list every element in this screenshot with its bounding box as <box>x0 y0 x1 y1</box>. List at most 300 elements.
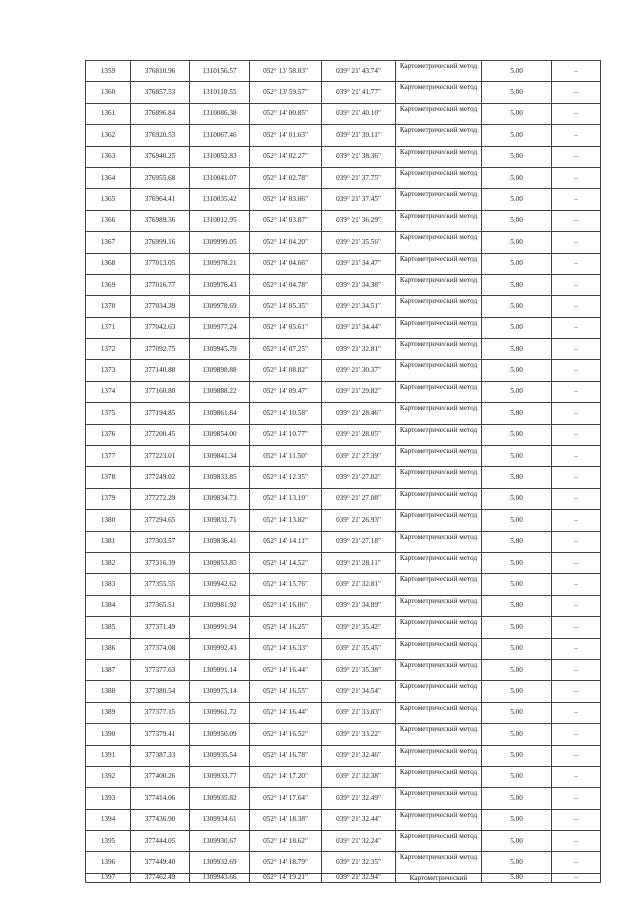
point-number-cell: 1373 <box>86 360 131 381</box>
y-coordinate-cell: 1309945.79 <box>190 339 250 360</box>
y-coordinate-cell: 1309943.66 <box>190 873 250 883</box>
x-coordinate-cell: 376964.41 <box>131 189 190 210</box>
x-coordinate-cell: 377013.05 <box>131 253 190 274</box>
note-cell: – <box>552 809 601 830</box>
accuracy-cell: 5.00 <box>482 424 552 445</box>
note-cell: – <box>552 681 601 702</box>
longitude-cell: 039° 21' 34.44" <box>322 317 396 338</box>
y-coordinate-cell: 1309950.09 <box>190 724 250 745</box>
y-coordinate-cell: 1309836.41 <box>190 531 250 552</box>
x-coordinate-cell: 377380.54 <box>131 681 190 702</box>
x-coordinate-cell: 377092.75 <box>131 339 190 360</box>
table-row <box>86 189 601 210</box>
point-number-cell: 1395 <box>86 831 131 852</box>
point-number-cell: 1362 <box>86 125 131 146</box>
y-coordinate-cell: 1310052.83 <box>190 146 250 167</box>
latitude-cell: 052° 14' 03.87" <box>250 210 322 231</box>
determination-method-cell: Картометрический метод <box>396 702 482 723</box>
x-coordinate-cell: 377034.39 <box>131 296 190 317</box>
table-row <box>86 253 601 274</box>
longitude-cell: 039° 21' 33.83" <box>322 702 396 723</box>
y-coordinate-cell: 1309831.71 <box>190 510 250 531</box>
longitude-cell: 039° 21' 28.05" <box>322 424 396 445</box>
y-coordinate-cell: 1310012.95 <box>190 210 250 231</box>
accuracy-cell: 5.00 <box>482 467 552 488</box>
determination-method-cell: Картометрический метод <box>396 339 482 360</box>
x-coordinate-cell: 377365.51 <box>131 595 190 616</box>
longitude-cell: 039° 21' 26.93" <box>322 510 396 531</box>
y-coordinate-cell: 1310156.57 <box>190 61 250 82</box>
coordinates-table-body <box>86 61 601 883</box>
x-coordinate-cell: 377444.05 <box>131 831 190 852</box>
point-number-cell: 1378 <box>86 467 131 488</box>
note-cell: – <box>552 274 601 295</box>
accuracy-cell: 5.00 <box>482 103 552 124</box>
x-coordinate-cell: 377316.39 <box>131 552 190 573</box>
note-cell: – <box>552 488 601 509</box>
accuracy-cell: 5.00 <box>482 809 552 830</box>
determination-method-cell: Картометрический метод <box>396 638 482 659</box>
accuracy-cell: 5.00 <box>482 61 552 82</box>
x-coordinate-cell: 377400.26 <box>131 766 190 787</box>
point-number-cell: 1386 <box>86 638 131 659</box>
longitude-cell: 039° 21' 32.81" <box>322 339 396 360</box>
accuracy-cell: 5.00 <box>482 531 552 552</box>
y-coordinate-cell: 1309935.54 <box>190 745 250 766</box>
table-row <box>86 831 601 852</box>
table-row <box>86 873 601 883</box>
x-coordinate-cell: 377249.02 <box>131 467 190 488</box>
determination-method-cell: Картометрический метод <box>396 446 482 467</box>
table-row <box>86 403 601 424</box>
x-coordinate-cell: 377387.33 <box>131 745 190 766</box>
longitude-cell: 039° 21' 33.22" <box>322 724 396 745</box>
point-number-cell: 1387 <box>86 659 131 680</box>
note-cell: – <box>552 381 601 402</box>
point-number-cell: 1377 <box>86 446 131 467</box>
latitude-cell: 052° 14' 05.35" <box>250 296 322 317</box>
x-coordinate-cell: 377371.49 <box>131 617 190 638</box>
latitude-cell: 052° 14' 16.06" <box>250 595 322 616</box>
point-number-cell: 1390 <box>86 724 131 745</box>
point-number-cell: 1371 <box>86 317 131 338</box>
table-row <box>86 488 601 509</box>
table-row <box>86 446 601 467</box>
y-coordinate-cell: 1309833.85 <box>190 467 250 488</box>
x-coordinate-cell: 376857.53 <box>131 82 190 103</box>
y-coordinate-cell: 1309933.77 <box>190 766 250 787</box>
note-cell: – <box>552 510 601 531</box>
table-row <box>86 766 601 787</box>
latitude-cell: 052° 14' 10.77" <box>250 424 322 445</box>
note-cell: – <box>552 617 601 638</box>
latitude-cell: 052° 14' 14.52" <box>250 552 322 573</box>
x-coordinate-cell: 376989.36 <box>131 210 190 231</box>
y-coordinate-cell: 1310041.07 <box>190 167 250 188</box>
table-row <box>86 574 601 595</box>
table-row <box>86 360 601 381</box>
x-coordinate-cell: 377223.01 <box>131 446 190 467</box>
longitude-cell: 039° 21' 34.51" <box>322 296 396 317</box>
determination-method-cell: Картометрический метод <box>396 488 482 509</box>
determination-method-cell: Картометрический метод <box>396 210 482 231</box>
latitude-cell: 052° 14' 13.10" <box>250 488 322 509</box>
table-row <box>86 274 601 295</box>
y-coordinate-cell: 1309961.72 <box>190 702 250 723</box>
note-cell: – <box>552 210 601 231</box>
determination-method-cell: Картометрический метод <box>396 809 482 830</box>
note-cell: – <box>552 189 601 210</box>
note-cell: – <box>552 467 601 488</box>
point-number-cell: 1370 <box>86 296 131 317</box>
longitude-cell: 039° 21' 35.38" <box>322 659 396 680</box>
latitude-cell: 052° 14' 05.61" <box>250 317 322 338</box>
point-number-cell: 1376 <box>86 424 131 445</box>
point-number-cell: 1360 <box>86 82 131 103</box>
table-row <box>86 617 601 638</box>
point-number-cell: 1379 <box>86 488 131 509</box>
longitude-cell: 039° 21' 34.38" <box>322 274 396 295</box>
accuracy-cell: 5.00 <box>482 510 552 531</box>
y-coordinate-cell: 1309854.00 <box>190 424 250 445</box>
accuracy-cell: 5.00 <box>482 724 552 745</box>
longitude-cell: 039° 21' 41.77" <box>322 82 396 103</box>
note-cell: – <box>552 317 601 338</box>
latitude-cell: 052° 14' 04.66" <box>250 253 322 274</box>
point-number-cell: 1374 <box>86 381 131 402</box>
latitude-cell: 052° 14' 11.50" <box>250 446 322 467</box>
determination-method-cell: Картометрический метод <box>396 167 482 188</box>
latitude-cell: 052° 14' 16.25" <box>250 617 322 638</box>
determination-method-cell: Картометрический метод <box>396 360 482 381</box>
y-coordinate-cell: 1309992.43 <box>190 638 250 659</box>
table-row <box>86 531 601 552</box>
point-number-cell: 1375 <box>86 403 131 424</box>
x-coordinate-cell: 377374.08 <box>131 638 190 659</box>
y-coordinate-cell: 1309991.94 <box>190 617 250 638</box>
latitude-cell: 052° 14' 08.82" <box>250 360 322 381</box>
longitude-cell: 039° 21' 32.94" <box>322 873 396 883</box>
note-cell: – <box>552 595 601 616</box>
note-cell: – <box>552 724 601 745</box>
longitude-cell: 039° 21' 39.11" <box>322 125 396 146</box>
accuracy-cell: 5.00 <box>482 638 552 659</box>
latitude-cell: 052° 14' 02.78" <box>250 167 322 188</box>
note-cell: – <box>552 659 601 680</box>
accuracy-cell: 5.00 <box>482 852 552 873</box>
accuracy-cell: 5.00 <box>482 766 552 787</box>
table-row <box>86 510 601 531</box>
determination-method-cell: Картометрический метод <box>396 274 482 295</box>
point-number-cell: 1380 <box>86 510 131 531</box>
latitude-cell: 052° 14' 04.20" <box>250 232 322 253</box>
x-coordinate-cell: 377194.85 <box>131 403 190 424</box>
accuracy-cell: 5.00 <box>482 831 552 852</box>
determination-method-cell: Картометрический метод <box>396 831 482 852</box>
note-cell: – <box>552 424 601 445</box>
y-coordinate-cell: 1309991.14 <box>190 659 250 680</box>
latitude-cell: 052° 14' 13.82" <box>250 510 322 531</box>
longitude-cell: 039° 21' 38.36" <box>322 146 396 167</box>
accuracy-cell: 5.00 <box>482 274 552 295</box>
note-cell: – <box>552 574 601 595</box>
table-row <box>86 167 601 188</box>
x-coordinate-cell: 377160.80 <box>131 381 190 402</box>
accuracy-cell: 5.00 <box>482 403 552 424</box>
note-cell: – <box>552 788 601 809</box>
determination-method-cell: Картометрический метод <box>396 510 482 531</box>
y-coordinate-cell: 1310067.46 <box>190 125 250 146</box>
table-row <box>86 125 601 146</box>
x-coordinate-cell: 376940.25 <box>131 146 190 167</box>
y-coordinate-cell: 1309932.69 <box>190 852 250 873</box>
table-row <box>86 681 601 702</box>
accuracy-cell: 5.00 <box>482 189 552 210</box>
accuracy-cell: 5.00 <box>482 873 552 883</box>
longitude-cell: 039° 21' 34.89" <box>322 595 396 616</box>
determination-method-cell: Картометрический метод <box>396 681 482 702</box>
x-coordinate-cell: 377355.55 <box>131 574 190 595</box>
point-number-cell: 1367 <box>86 232 131 253</box>
table-row <box>86 745 601 766</box>
y-coordinate-cell: 1309853.85 <box>190 552 250 573</box>
note-cell: – <box>552 167 601 188</box>
y-coordinate-cell: 1310086.38 <box>190 103 250 124</box>
x-coordinate-cell: 376920.53 <box>131 125 190 146</box>
longitude-cell: 039° 21' 32.49" <box>322 788 396 809</box>
y-coordinate-cell: 1309935.82 <box>190 788 250 809</box>
determination-method-cell: Картометрический метод <box>396 574 482 595</box>
note-cell: – <box>552 146 601 167</box>
point-number-cell: 1372 <box>86 339 131 360</box>
latitude-cell: 052° 14' 19.21" <box>250 873 322 883</box>
y-coordinate-cell: 1310118.55 <box>190 82 250 103</box>
longitude-cell: 039° 21' 35.56" <box>322 232 396 253</box>
determination-method-cell: Картометрический метод <box>396 189 482 210</box>
determination-method-cell: Картометрический метод <box>396 403 482 424</box>
determination-method-cell: Картометрический метод <box>396 766 482 787</box>
accuracy-cell: 5.00 <box>482 296 552 317</box>
determination-method-cell: Картометрический метод <box>396 125 482 146</box>
note-cell: – <box>552 232 601 253</box>
note-cell: – <box>552 531 601 552</box>
point-number-cell: 1369 <box>86 274 131 295</box>
y-coordinate-cell: 1309834.73 <box>190 488 250 509</box>
table-row <box>86 638 601 659</box>
latitude-cell: 052° 14' 16.44" <box>250 702 322 723</box>
longitude-cell: 039° 21' 32.46" <box>322 745 396 766</box>
determination-method-cell: Картометрический метод <box>396 103 482 124</box>
table-row <box>86 339 601 360</box>
x-coordinate-cell: 377436.90 <box>131 809 190 830</box>
note-cell: – <box>552 103 601 124</box>
x-coordinate-cell: 377272.29 <box>131 488 190 509</box>
latitude-cell: 052° 14' 03.06" <box>250 189 322 210</box>
x-coordinate-cell: 377042.63 <box>131 317 190 338</box>
latitude-cell: 052° 14' 16.44" <box>250 659 322 680</box>
y-coordinate-cell: 1309898.88 <box>190 360 250 381</box>
note-cell: – <box>552 339 601 360</box>
determination-method-cell: Картометрический метод <box>396 146 482 167</box>
x-coordinate-cell: 377140.88 <box>131 360 190 381</box>
y-coordinate-cell: 1309978.69 <box>190 296 250 317</box>
point-number-cell: 1363 <box>86 146 131 167</box>
latitude-cell: 052° 14' 16.78" <box>250 745 322 766</box>
table-row <box>86 552 601 573</box>
table-row <box>86 595 601 616</box>
table-row <box>86 103 601 124</box>
determination-method-cell: Картометрический метод <box>396 852 482 873</box>
y-coordinate-cell: 1309934.61 <box>190 809 250 830</box>
accuracy-cell: 5.00 <box>482 82 552 103</box>
x-coordinate-cell: 376896.84 <box>131 103 190 124</box>
point-number-cell: 1382 <box>86 552 131 573</box>
y-coordinate-cell: 1309861.84 <box>190 403 250 424</box>
y-coordinate-cell: 1309841.34 <box>190 446 250 467</box>
table-row <box>86 317 601 338</box>
latitude-cell: 052° 14' 12.35" <box>250 467 322 488</box>
table-row <box>86 61 601 82</box>
x-coordinate-cell: 377377.63 <box>131 659 190 680</box>
latitude-cell: 052° 14' 18.79" <box>250 852 322 873</box>
note-cell: – <box>552 702 601 723</box>
accuracy-cell: 5.00 <box>482 253 552 274</box>
determination-method-cell: Картометрический метод <box>396 617 482 638</box>
note-cell: – <box>552 552 601 573</box>
y-coordinate-cell: 1309978.21 <box>190 253 250 274</box>
latitude-cell: 052° 13' 58.03" <box>250 61 322 82</box>
point-number-cell: 1364 <box>86 167 131 188</box>
x-coordinate-cell: 377462.49 <box>131 873 190 883</box>
determination-method-cell: Картометрический метод <box>396 724 482 745</box>
longitude-cell: 039° 21' 32.44" <box>322 809 396 830</box>
determination-method-cell: Картометрический метод <box>396 253 482 274</box>
accuracy-cell: 5.00 <box>482 745 552 766</box>
longitude-cell: 039° 21' 32.81" <box>322 574 396 595</box>
point-number-cell: 1383 <box>86 574 131 595</box>
determination-method-cell: Картометрический метод <box>396 745 482 766</box>
accuracy-cell: 5.00 <box>482 125 552 146</box>
longitude-cell: 039° 21' 40.10" <box>322 103 396 124</box>
accuracy-cell: 5.00 <box>482 446 552 467</box>
table-row <box>86 788 601 809</box>
table-row <box>86 702 601 723</box>
accuracy-cell: 5.00 <box>482 681 552 702</box>
latitude-cell: 052° 14' 02.27" <box>250 146 322 167</box>
determination-method-cell: Картометрический метод <box>396 317 482 338</box>
latitude-cell: 052° 14' 18.62" <box>250 831 322 852</box>
longitude-cell: 039° 21' 29.82" <box>322 381 396 402</box>
latitude-cell: 052° 14' 04.78" <box>250 274 322 295</box>
table-row <box>86 381 601 402</box>
longitude-cell: 039° 21' 28.11" <box>322 552 396 573</box>
x-coordinate-cell: 377377.15 <box>131 702 190 723</box>
note-cell: – <box>552 125 601 146</box>
latitude-cell: 052° 14' 17.64" <box>250 788 322 809</box>
x-coordinate-cell: 377414.06 <box>131 788 190 809</box>
note-cell: – <box>552 852 601 873</box>
coordinates-table <box>85 60 601 883</box>
accuracy-cell: 5.00 <box>482 702 552 723</box>
accuracy-cell: 5.00 <box>482 381 552 402</box>
note-cell: – <box>552 745 601 766</box>
longitude-cell: 039° 21' 27.08" <box>322 488 396 509</box>
latitude-cell: 052° 14' 01.63" <box>250 125 322 146</box>
point-number-cell: 1393 <box>86 788 131 809</box>
determination-method-cell: Картометрический метод <box>396 552 482 573</box>
determination-method-cell: Картометрический метод <box>396 82 482 103</box>
longitude-cell: 039° 21' 35.42" <box>322 617 396 638</box>
y-coordinate-cell: 1309930.67 <box>190 831 250 852</box>
longitude-cell: 039° 21' 43.74" <box>322 61 396 82</box>
note-cell: – <box>552 82 601 103</box>
latitude-cell: 052° 14' 14.11" <box>250 531 322 552</box>
y-coordinate-cell: 1309977.24 <box>190 317 250 338</box>
longitude-cell: 039° 21' 32.38" <box>322 766 396 787</box>
accuracy-cell: 5.00 <box>482 574 552 595</box>
longitude-cell: 039° 21' 34.54" <box>322 681 396 702</box>
longitude-cell: 039° 21' 30.37" <box>322 360 396 381</box>
accuracy-cell: 5.00 <box>482 360 552 381</box>
note-cell: – <box>552 766 601 787</box>
y-coordinate-cell: 1309888.22 <box>190 381 250 402</box>
table-row <box>86 232 601 253</box>
table-row <box>86 424 601 445</box>
accuracy-cell: 5.00 <box>482 317 552 338</box>
x-coordinate-cell: 376999.16 <box>131 232 190 253</box>
longitude-cell: 039° 21' 32.35" <box>322 852 396 873</box>
latitude-cell: 052° 14' 10.58" <box>250 403 322 424</box>
x-coordinate-cell: 377016.77 <box>131 274 190 295</box>
point-number-cell: 1365 <box>86 189 131 210</box>
longitude-cell: 039° 21' 28.46" <box>322 403 396 424</box>
latitude-cell: 052° 14' 09.47" <box>250 381 322 402</box>
x-coordinate-cell: 377379.41 <box>131 724 190 745</box>
point-number-cell: 1368 <box>86 253 131 274</box>
point-number-cell: 1361 <box>86 103 131 124</box>
point-number-cell: 1359 <box>86 61 131 82</box>
point-number-cell: 1394 <box>86 809 131 830</box>
accuracy-cell: 5.00 <box>482 595 552 616</box>
determination-method-cell: Картометрический метод <box>396 467 482 488</box>
table-row <box>86 296 601 317</box>
latitude-cell: 052° 14' 16.33" <box>250 638 322 659</box>
longitude-cell: 039° 21' 37.45" <box>322 189 396 210</box>
point-number-cell: 1392 <box>86 766 131 787</box>
note-cell: – <box>552 873 601 883</box>
point-number-cell: 1384 <box>86 595 131 616</box>
determination-method-cell: Картометрический <box>396 873 482 883</box>
longitude-cell: 039° 21' 32.24" <box>322 831 396 852</box>
table-row <box>86 809 601 830</box>
accuracy-cell: 5.00 <box>482 167 552 188</box>
point-number-cell: 1381 <box>86 531 131 552</box>
note-cell: – <box>552 446 601 467</box>
latitude-cell: 052° 14' 15.76" <box>250 574 322 595</box>
longitude-cell: 039° 21' 27.18" <box>322 531 396 552</box>
accuracy-cell: 5.00 <box>482 146 552 167</box>
accuracy-cell: 5.00 <box>482 617 552 638</box>
latitude-cell: 052° 14' 07.25" <box>250 339 322 360</box>
note-cell: – <box>552 403 601 424</box>
longitude-cell: 039° 21' 34.47" <box>322 253 396 274</box>
y-coordinate-cell: 1309976.43 <box>190 274 250 295</box>
table-row <box>86 82 601 103</box>
longitude-cell: 039° 21' 35.45" <box>322 638 396 659</box>
determination-method-cell: Картометрический метод <box>396 232 482 253</box>
point-number-cell: 1385 <box>86 617 131 638</box>
table-row <box>86 146 601 167</box>
